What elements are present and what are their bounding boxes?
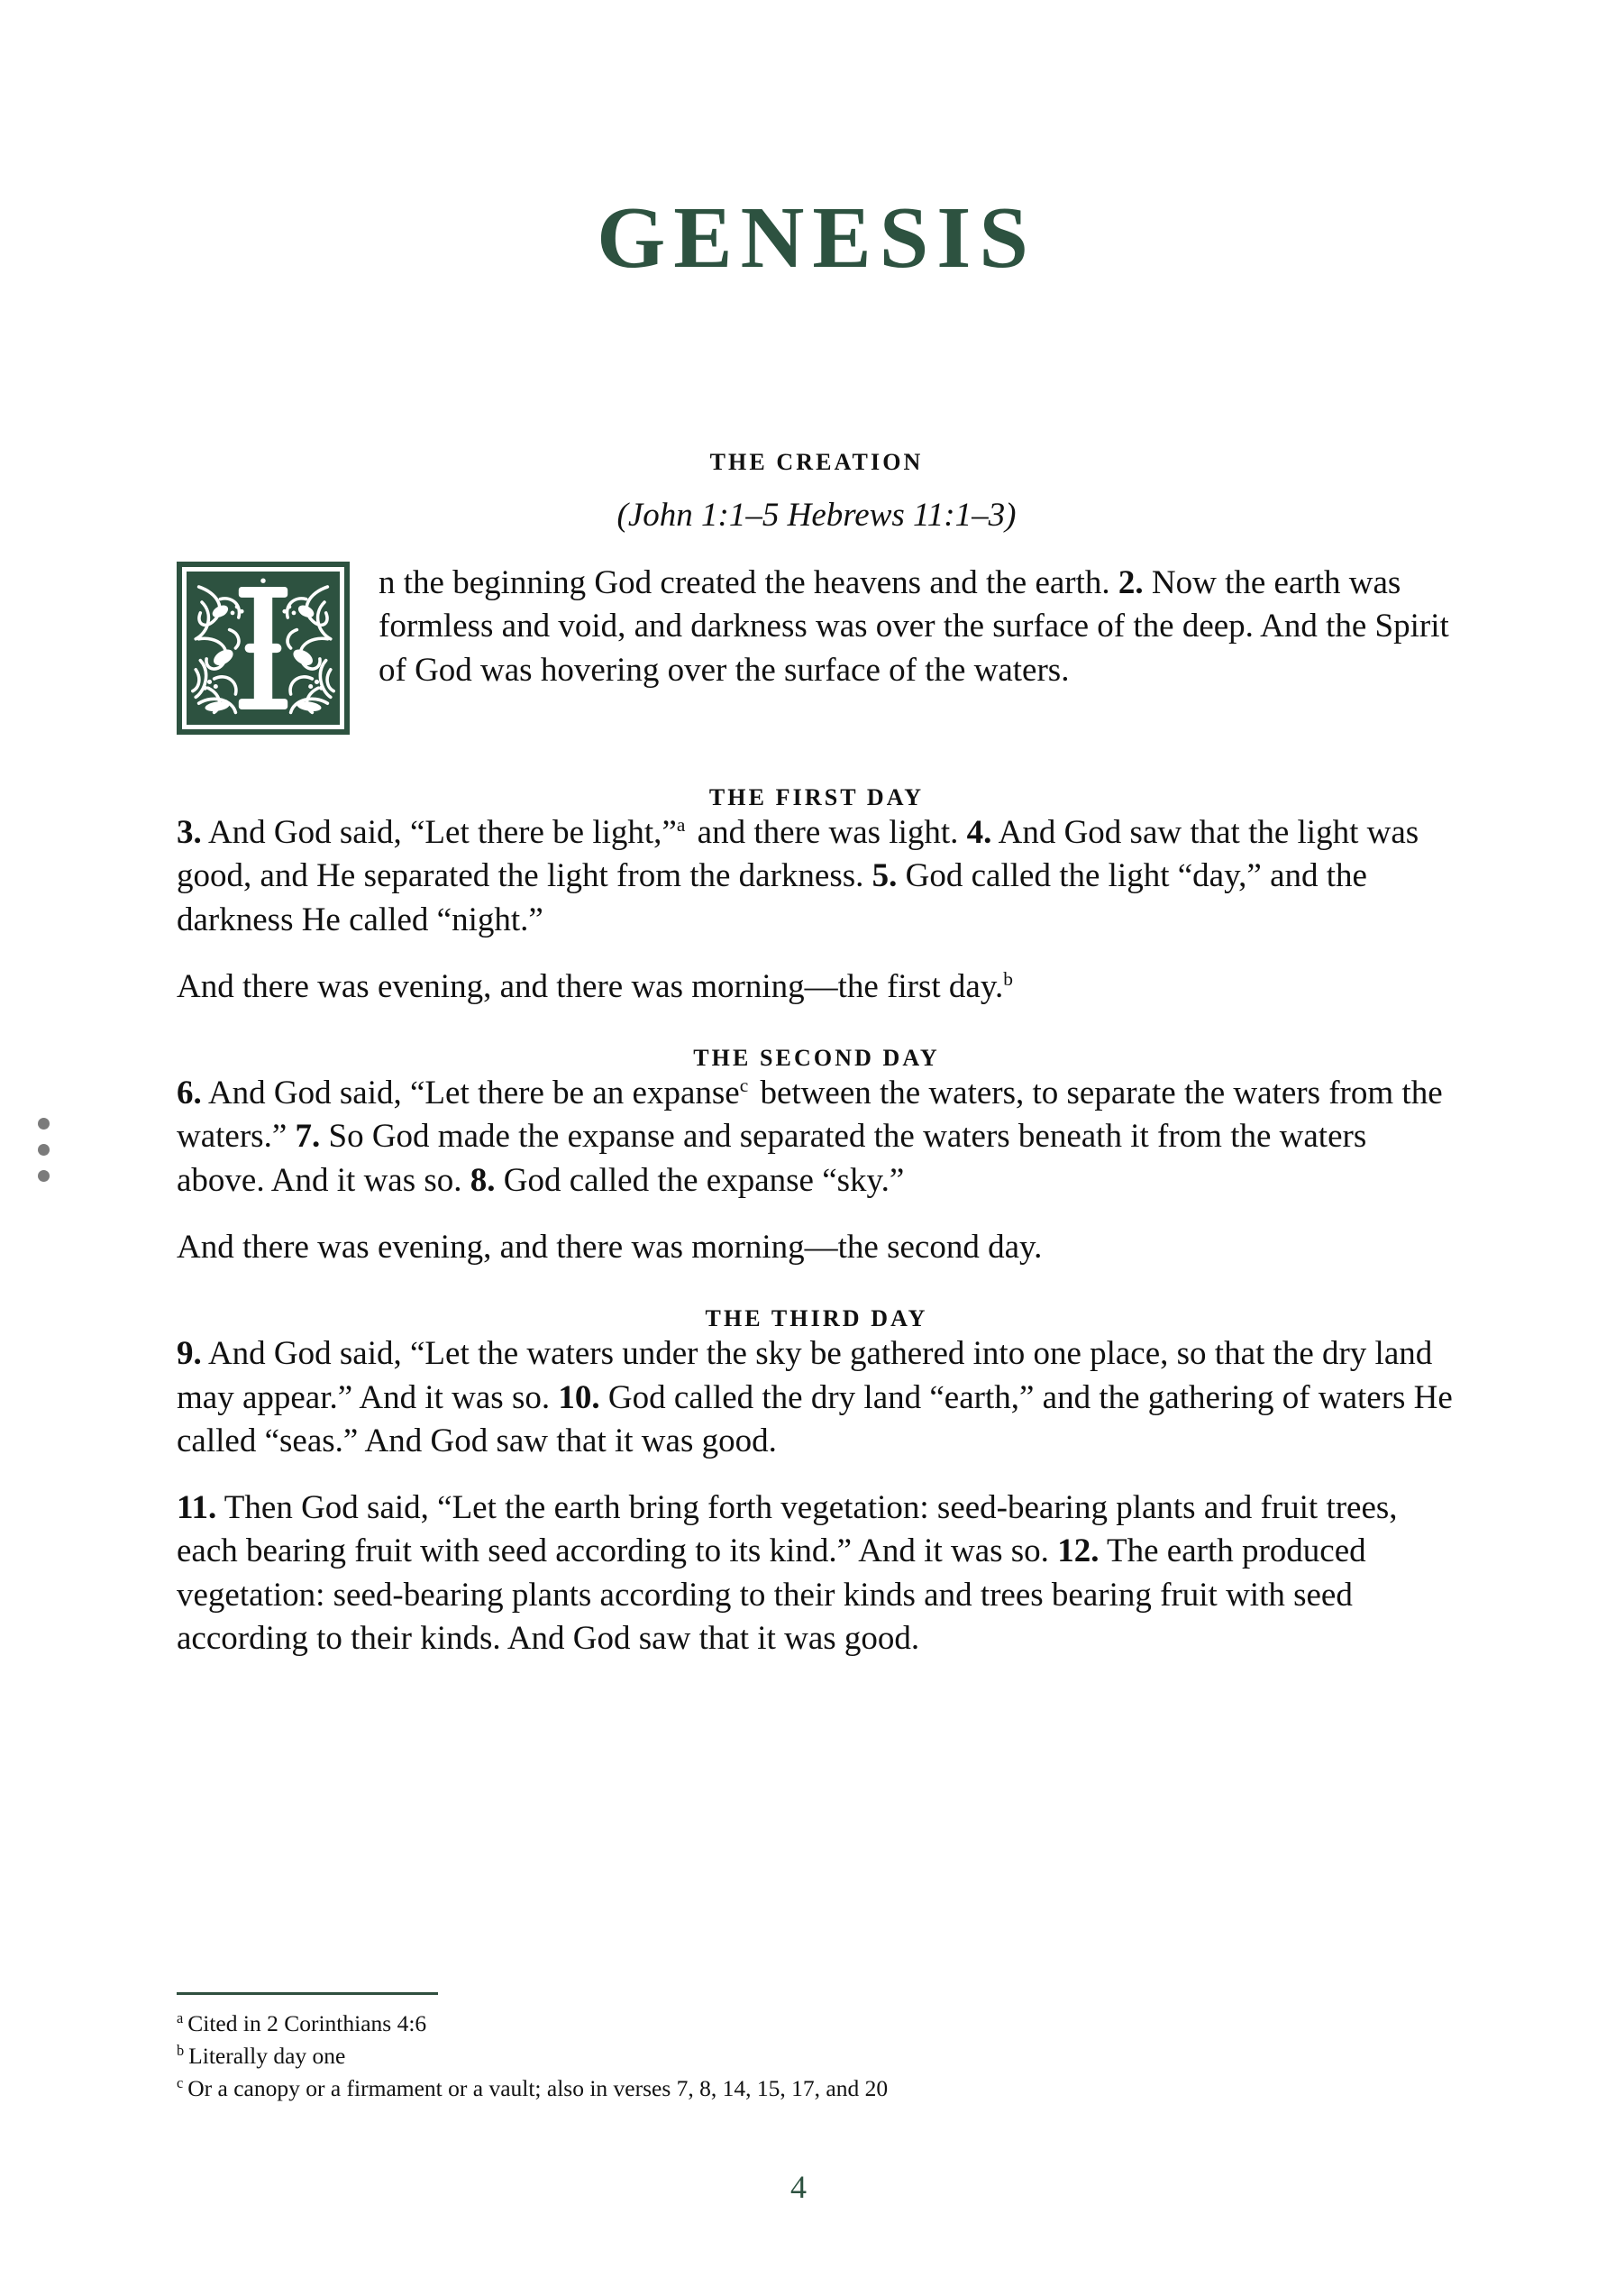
footnote-item <box>177 2008 1456 2040</box>
verse-number-5: 5. <box>872 857 898 895</box>
footnotes-section <box>177 1992 1456 2106</box>
verse-8-text: God called the expanse “sky.” <box>495 1161 905 1199</box>
verse-6-text-b: between the waters, to separate the waters from the waters.” <box>177 1075 1443 1156</box>
verse-number-4: 4. <box>966 814 992 851</box>
footnote-item <box>177 2072 1456 2105</box>
verse-number-3: 3. <box>177 814 202 851</box>
verse-number-8: 8. <box>470 1161 496 1199</box>
verse-3-text-b: and there was light. <box>689 814 967 851</box>
section-heading-third-day: THE THIRD DAY <box>705 1305 928 1332</box>
verse-number-6: 6. <box>177 1075 202 1112</box>
footnote-separator-rule <box>177 1992 438 1995</box>
footnote-ref-b[interactable]: b <box>1003 967 1013 990</box>
section-heading-creation: THE CREATION <box>709 449 924 475</box>
illuminated-dropcap-i <box>177 562 350 735</box>
verse-number-10: 10. <box>558 1378 600 1416</box>
footnote-marker-b: b <box>177 2041 185 2059</box>
paragraph-evening-first-day <box>177 942 1456 1009</box>
paragraph-verses-9-10 <box>177 1332 1456 1463</box>
verse-3-text-a: And God said, “Let there be light,” <box>201 814 677 851</box>
verse-12-text: The earth produced vegetation: seed-bearing plants according to their kinds and trees bearing fruit with seed according to their kinds. And God saw that it was good. <box>177 1532 1366 1657</box>
verse-9-text: And God said, “Let the waters under the sky be gathered into one place, so that the dry land may appear.” And it was so. <box>177 1335 1433 1416</box>
paragraph-verses-6-8 <box>177 1072 1456 1203</box>
section-heading-first-day: THE FIRST DAY <box>708 784 925 810</box>
footnote-item <box>177 2040 1456 2072</box>
opening-paragraph-text <box>379 562 1456 692</box>
verse-number-7: 7. <box>295 1118 321 1156</box>
book-title: GENESIS <box>597 189 1036 287</box>
cross-reference: (John 1:1–5 Hebrews 11:1–3) <box>616 497 1017 534</box>
footnote-ref-a[interactable]: a <box>676 813 686 836</box>
evening-first-day-text: And there was evening, and there was morning—the first day. <box>177 967 1004 1005</box>
margin-dot <box>38 1170 50 1182</box>
footnote-marker-a: a <box>177 2008 184 2026</box>
page-content <box>177 0 1456 1660</box>
verse-number-9: 9. <box>177 1335 202 1373</box>
verse-number-12: 12. <box>1057 1532 1100 1570</box>
opening-paragraph-block <box>177 535 1456 751</box>
footnote-text-c: Or a canopy or a firmament or a vault; also in verses 7, 8, 14, 15, 17, and 20 <box>187 2075 889 2102</box>
opening-text-part-2: Now the earth was formless and void, and darkness was over the surface of the deep. And the Spirit of God was hovering over the surface of the waters. <box>379 564 1449 689</box>
paragraph-verses-3-5 <box>177 811 1456 942</box>
footnote-marker-c: c <box>177 2073 184 2091</box>
verse-5-text: God called the light “day,” and the darkness He called “night.” <box>177 857 1367 938</box>
footnote-ref-c[interactable]: c <box>739 1074 749 1096</box>
margin-dot-marker <box>38 1118 50 1182</box>
margin-dot <box>38 1144 50 1156</box>
dropcap-ornament-svg <box>187 572 340 725</box>
section-heading-second-day: THE SECOND DAY <box>693 1045 940 1072</box>
margin-dot <box>38 1118 50 1130</box>
paragraph-verses-11-12 <box>177 1463 1456 1660</box>
verse-6-text-a: And God said, “Let there be an expanse <box>201 1075 740 1112</box>
verse-number-2: 2. <box>1118 564 1144 601</box>
verse-7-text: So God made the expanse and separated the waters beneath it from the waters above. And it was so. <box>177 1118 1367 1199</box>
paragraph-evening-second-day: And there was evening, and there was morning—the second day. <box>177 1228 1043 1266</box>
verse-4-text: And God saw that the light was good, and He separated the light from the darkness. <box>177 814 1419 895</box>
opening-text-part-1: n the beginning God created the heavens and the earth. <box>379 564 1118 601</box>
verse-11-text: Then God said, “Let the earth bring forth vegetation: seed-bearing plants and fruit trees, each bearing fruit with seed according to its kind.” And it was so. <box>177 1489 1398 1570</box>
footnote-text-b: Literally day one <box>188 2043 346 2070</box>
page-number: 4 <box>790 2169 807 2205</box>
verse-number-11: 11. <box>177 1489 217 1527</box>
footnote-text-a: Cited in 2 Corinthians 4:6 <box>187 2010 427 2036</box>
verse-10-text: God called the dry land “earth,” and the gathering of waters He called “seas.” And God saw that it was good. <box>177 1378 1453 1459</box>
